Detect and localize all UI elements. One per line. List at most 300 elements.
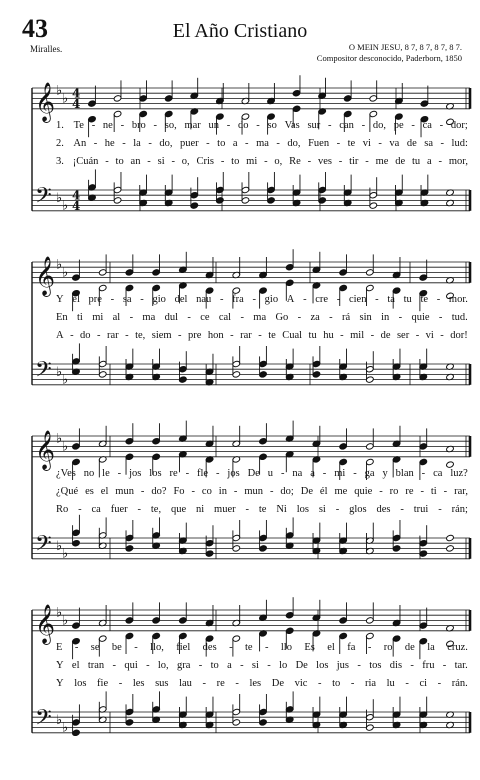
lyric-syllable: can <box>339 120 354 131</box>
lyric-syllable: - <box>202 678 207 689</box>
lyric-syllable: An <box>73 138 87 149</box>
lyric-syllable: los <box>74 678 87 689</box>
composer-credit: Miralles. <box>30 44 63 54</box>
lyric-syllable: - <box>185 468 190 479</box>
lyric-line-2 <box>56 486 468 497</box>
lyric-syllable: rán; <box>451 504 468 515</box>
lyric-syllable: si <box>318 504 326 515</box>
lyric-syllable: A <box>286 294 295 305</box>
lyric-syllable: - <box>146 660 150 671</box>
lyric-syllable: glos <box>349 504 367 515</box>
lyric-syllable: ce <box>200 312 210 323</box>
lyric-syllable: le <box>102 468 110 479</box>
lyric-syllable: a <box>310 468 315 479</box>
lyric-syllable: De <box>247 468 260 479</box>
lyric-syllable: - <box>134 642 138 653</box>
lyric-syllable: lud: <box>451 138 468 149</box>
page-number: 43 <box>22 14 48 43</box>
lyric-syllable: De <box>271 678 284 689</box>
lyric-syllable: puer <box>179 138 199 149</box>
lyric-syllable: te <box>244 642 253 653</box>
lyric-syllable: do <box>238 120 249 131</box>
lyric-syllable: Re <box>289 156 301 167</box>
lyric-syllable: be <box>111 642 122 653</box>
lyric-syllable: do? <box>151 486 167 497</box>
lyric-syllable: - <box>353 468 357 479</box>
flat-icon: ♭ <box>62 265 69 281</box>
lyric-syllable: do; <box>280 486 294 497</box>
lyric-syllable: sur <box>307 120 321 131</box>
lyric-syllable: hu <box>323 330 334 341</box>
lyric-syllable: fle <box>196 468 209 479</box>
lyric-syllable: - <box>443 486 448 497</box>
lyric-syllable: ves <box>317 156 332 167</box>
lyric-syllable: re <box>216 678 225 689</box>
note-head <box>446 545 455 552</box>
lyric-syllable: si <box>157 156 165 167</box>
lyric-syllable: me <box>334 486 348 497</box>
lyric-line-3 <box>56 330 468 341</box>
lyric-syllable: - <box>235 678 239 689</box>
lyric-syllable: jos <box>129 468 142 479</box>
lyric-syllable: dul <box>164 312 178 323</box>
lyric-line-3 <box>56 504 468 515</box>
lyric-syllable: ti <box>430 486 437 497</box>
lyric-syllable: re <box>405 486 414 497</box>
lyric-syllable: - <box>365 156 369 167</box>
lyric-syllable: mor, <box>448 156 468 167</box>
lyric-syllable: - <box>442 660 447 671</box>
lyric-syllable: fra <box>232 294 244 305</box>
lyric-syllable: ria <box>364 678 377 689</box>
lyric-syllable: - <box>147 156 151 167</box>
lyric-syllable: rar, <box>454 486 468 497</box>
lyric-syllable: si <box>251 660 259 671</box>
lyric-syllable: Fuen <box>308 138 330 149</box>
lyric-syllable: - <box>438 312 443 323</box>
lyric-syllable: siem <box>151 330 172 341</box>
lyric-syllable: - <box>206 138 210 149</box>
lyric-syllable: - <box>198 660 203 671</box>
lyric-syllable: nau <box>196 294 212 305</box>
lyric-syllable: - <box>438 504 442 515</box>
lyric-syllable: gra <box>177 660 191 671</box>
lyric-syllable: les <box>249 678 262 689</box>
lyric-syllable: tar. <box>454 660 468 671</box>
lyric-syllable: A <box>56 330 64 341</box>
lyric-syllable: muer <box>214 504 236 515</box>
lyric-syllable: - <box>93 138 98 149</box>
lyric-syllable: - <box>110 294 115 305</box>
lyric-syllable: - <box>361 120 366 131</box>
lyric-syllable: tran <box>87 660 105 671</box>
note-head <box>446 534 455 541</box>
lyric-syllable: ca <box>422 120 432 131</box>
lyric-syllable: los <box>316 660 329 671</box>
lyric-syllable: ne <box>102 120 113 131</box>
lyric-syllable: te, <box>135 330 146 341</box>
treble-clef-icon: 𝄞 <box>35 603 56 644</box>
bass-clef-icon: 𝄢 <box>35 531 52 562</box>
lyric-syllable: so <box>267 120 277 131</box>
lyric-syllable: ro <box>383 642 393 653</box>
lyric-syllable: - <box>233 486 238 497</box>
flat-icon: ♭ <box>56 538 63 554</box>
lyric-syllable: - <box>187 312 191 323</box>
time-signature: 4 <box>72 96 81 111</box>
lyric-syllable: - <box>340 330 344 341</box>
lyric-line-1 <box>56 294 468 305</box>
lyric-syllable: do <box>80 330 91 341</box>
lyric-syllable: - <box>378 138 382 149</box>
lyric-syllable: - <box>336 138 341 149</box>
lyric-syllable: te <box>347 138 356 149</box>
lyric-syllable: blan <box>395 468 414 479</box>
lyric-syllable: ma <box>253 312 267 323</box>
music-system-1 <box>0 72 480 247</box>
lyric-syllable: - <box>335 504 340 515</box>
lyric-syllable: el <box>327 642 335 653</box>
lyric-syllable: do, <box>287 138 301 149</box>
lyric-syllable: fiel <box>176 642 191 653</box>
lyric-syllable: - <box>191 486 195 497</box>
bass-clef-icon: 𝄢 <box>35 183 52 214</box>
lyric-syllable: o, <box>274 156 283 167</box>
lyric-syllable: pre <box>188 330 202 341</box>
lyric-syllable: ro <box>389 486 399 497</box>
lyric-syllable: fie <box>97 678 109 689</box>
flat-icon: ♭ <box>56 83 63 99</box>
lyric-syllable: quie <box>354 486 373 497</box>
lyric-syllable: - <box>329 312 333 323</box>
lyric-syllable: jos <box>227 468 240 479</box>
flat-icon: ♭ <box>62 198 69 214</box>
lyric-syllable: al <box>112 312 121 323</box>
lyric-syllable: de <box>406 138 417 149</box>
lyric-syllable: in <box>218 486 227 497</box>
lyric-syllable: Y <box>56 294 64 305</box>
lyric-syllable: mi <box>246 156 258 167</box>
lyric-syllable: fru <box>422 660 435 671</box>
lyric-syllable: - <box>70 330 74 341</box>
lyric-syllable: mun <box>244 486 263 497</box>
lyric-syllable: - <box>153 120 158 131</box>
tune-name: O MEIN JESU, 8 7, 8 7, 8 7, 8 7. <box>348 42 462 52</box>
lyric-syllable: to <box>115 156 124 167</box>
lyric-syllable: - <box>122 138 126 149</box>
flat-icon: ♭ <box>62 720 69 736</box>
lyric-syllable: co <box>201 486 212 497</box>
verse-number: 3. <box>56 156 64 167</box>
lyric-syllable: - <box>258 330 262 341</box>
lyric-syllable: te <box>420 294 429 305</box>
lyric-syllable: - <box>256 120 260 131</box>
flat-icon: ♭ <box>62 613 69 629</box>
lyric-syllable: - <box>140 294 144 305</box>
flat-icon: ♭ <box>62 546 69 562</box>
lyric-syllable: la <box>133 138 141 149</box>
lyric-syllable: sus <box>155 678 169 689</box>
lyric-syllable: ca <box>433 468 443 479</box>
lyric-syllable: - <box>437 678 442 689</box>
lyric-syllable: de <box>395 156 406 167</box>
lyric-syllable: - <box>78 504 82 515</box>
lyric-syllable: lau <box>179 678 192 689</box>
lyric-syllable: te <box>268 330 276 341</box>
lyric-syllable: te, <box>150 504 162 515</box>
lyric-syllable: lu <box>386 678 395 689</box>
lyric-syllable: mi <box>92 312 104 323</box>
lyric-syllable: va <box>389 138 400 149</box>
flat-icon: ♭ <box>56 190 63 206</box>
lyric-syllable: - <box>240 312 244 323</box>
lyric-syllable: - <box>118 678 123 689</box>
lyric-line-1 <box>56 642 468 653</box>
lyric-syllable: - <box>375 294 379 305</box>
lyric-syllable: él <box>319 486 328 497</box>
lyric-syllable: - <box>303 294 307 305</box>
lyric-syllable: tu <box>412 156 421 167</box>
lyric-syllable: bro <box>131 120 146 131</box>
lyric-line-1 <box>56 120 468 131</box>
lyric-syllable: ni <box>196 504 205 515</box>
page-header <box>0 0 480 70</box>
lyric-syllable: - <box>226 120 231 131</box>
lyric-syllable: qui <box>124 660 138 671</box>
flat-icon: ♭ <box>62 91 69 107</box>
lyric-syllable: Y <box>56 660 64 671</box>
lyric-syllable: to <box>210 660 219 671</box>
lyric-syllable: re <box>169 468 178 479</box>
lyric-syllable: - <box>415 330 420 341</box>
verse-number: 2. <box>56 138 64 149</box>
lyric-syllable: Cris <box>196 156 214 167</box>
lyric-syllable: llo <box>280 642 292 653</box>
lyric-syllable: rar <box>106 330 119 341</box>
lyric-syllable: - <box>338 156 343 167</box>
flat-icon: ♭ <box>62 439 69 455</box>
lyric-syllable: y <box>382 468 388 479</box>
lyric-syllable: de <box>380 330 391 341</box>
lyric-syllable: es <box>85 486 94 497</box>
lyric-syllable: ¡Cuán <box>72 156 99 167</box>
flat-icon: ♭ <box>56 431 63 447</box>
flat-icon: ♭ <box>62 372 69 388</box>
lyric-syllable: cien <box>348 294 367 305</box>
lyric-syllable: - <box>229 642 233 653</box>
music-system-2 <box>0 246 480 421</box>
lyric-syllable: tir <box>349 156 359 167</box>
tune-source: Compositor desconocido, Paderborn, 1850 <box>316 53 462 63</box>
lyric-syllable: so, <box>164 120 177 131</box>
lyric-syllable: dor; <box>450 120 468 131</box>
lyric-syllable: - <box>357 660 361 671</box>
flat-icon: ♭ <box>56 364 63 380</box>
lyric-syllable: do, <box>372 120 386 131</box>
lyric-syllable: - <box>269 486 274 497</box>
lyric-syllable: dis <box>389 660 403 671</box>
lyric-syllable: De <box>295 660 308 671</box>
lyric-syllable: tu <box>308 330 317 341</box>
lyric-line-3 <box>56 156 468 167</box>
lyric-syllable: - <box>230 330 234 341</box>
lyric-syllable: - <box>318 678 322 689</box>
lyric-syllable: - <box>440 138 445 149</box>
lyric-syllable: - <box>367 642 372 653</box>
lyric-syllable: a <box>427 156 432 167</box>
lyric-syllable: los <box>149 468 162 479</box>
lyric-syllable: u <box>267 468 274 479</box>
bass-clef-icon: 𝄢 <box>35 705 52 736</box>
lyric-syllable: un <box>208 120 220 131</box>
lyric-syllable: Ro <box>56 504 69 515</box>
lyric-syllable: el <box>71 660 80 671</box>
lyric-syllable: te <box>258 504 267 515</box>
lyric-syllable: hon <box>207 330 224 341</box>
lyric-syllable: a <box>232 138 238 149</box>
lyric-syllable: trui <box>413 504 429 515</box>
lyric-syllable: - <box>125 330 129 341</box>
lyric-syllable: mun <box>115 486 134 497</box>
lyric-syllable: mar <box>184 120 201 131</box>
lyric-syllable: luz? <box>450 468 468 479</box>
lyric-syllable: - <box>436 294 441 305</box>
lyric-syllable: me <box>375 156 389 167</box>
time-signature: 4 <box>72 86 81 101</box>
lyric-syllable: - <box>112 660 116 671</box>
lyric-syllable: des <box>202 642 217 653</box>
lyric-syllable: En <box>56 312 68 323</box>
bass-clef-icon: 𝄢 <box>35 357 52 388</box>
lyric-syllable: - <box>137 504 141 515</box>
lyric-syllable: que <box>170 504 187 515</box>
lyric-syllable: - <box>336 294 341 305</box>
lyric-syllable: - <box>440 330 444 341</box>
lyric-syllable: to <box>332 678 341 689</box>
lyric-syllable: - <box>280 468 285 479</box>
lyric-syllable: dor! <box>450 330 468 341</box>
treble-clef-icon: 𝄞 <box>35 255 56 296</box>
lyric-syllable: de <box>404 642 415 653</box>
lyric-syllable: E <box>56 642 63 653</box>
lyric-syllable: ta <box>387 294 395 305</box>
lyric-syllable: fa <box>347 642 356 653</box>
lyric-line-2 <box>56 312 468 323</box>
lyric-syllable: la <box>427 642 435 653</box>
lyric-syllable: fuer <box>110 504 128 515</box>
lyric-syllable: na <box>292 468 303 479</box>
lyric-syllable: - <box>178 330 182 341</box>
lyric-syllable: cruz. <box>447 642 468 653</box>
lyric-syllable: les <box>132 678 145 689</box>
lyric-syllable: De <box>300 486 313 497</box>
lyric-syllable: - <box>252 294 256 305</box>
lyric-syllable: - <box>215 468 220 479</box>
flat-icon: ♭ <box>56 712 63 728</box>
lyric-syllable: - <box>245 504 249 515</box>
lyric-syllable: jus <box>336 660 350 671</box>
lyric-syllable: - <box>350 678 355 689</box>
time-signature: 4 <box>72 188 81 203</box>
lyric-syllable: cre <box>315 294 329 305</box>
lyric-syllable: - <box>276 138 280 149</box>
lyric-syllable: ti <box>77 312 83 323</box>
lyric-syllable: vi <box>362 138 371 149</box>
lyric-line-2 <box>56 660 468 671</box>
lyric-syllable: - <box>439 120 444 131</box>
lyric-syllable: - <box>398 312 403 323</box>
lyric-syllable: quie <box>411 312 430 323</box>
lyric-syllable: ci <box>419 678 428 689</box>
lyric-syllable: pre <box>88 294 102 305</box>
lyric-syllable: - <box>307 156 312 167</box>
lyric-syllable: mil <box>350 330 365 341</box>
lyric-syllable: el <box>72 294 80 305</box>
lyric-syllable: - <box>267 660 271 671</box>
lyric-syllable: a <box>227 660 232 671</box>
lyric-syllable: to <box>217 138 226 149</box>
lyric-line-3 <box>56 678 468 689</box>
lyric-syllable: Es <box>304 642 315 653</box>
lyric-syllable: cal <box>218 312 232 323</box>
lyric-syllable: - <box>171 156 175 167</box>
music-system-3 <box>0 420 480 595</box>
flat-icon: ♭ <box>56 257 63 273</box>
lyric-syllable: ma <box>142 312 156 323</box>
lyric-syllable: - <box>328 120 332 131</box>
lyric-syllable: za <box>310 312 320 323</box>
tune-info <box>317 42 462 64</box>
page-title: El Año Cristiano <box>172 20 308 42</box>
lyric-syllable: del <box>174 294 188 305</box>
lyric-syllable: des <box>376 504 391 515</box>
lyric-syllable: ma <box>256 138 269 149</box>
lyric-syllable: - <box>74 642 79 653</box>
lyric-syllable: los <box>296 504 309 515</box>
lyric-syllable: - <box>370 330 375 341</box>
lyric-syllable: tud. <box>451 312 468 323</box>
lyric-line-2 <box>56 138 468 149</box>
lyric-syllable: - <box>245 138 249 149</box>
lyric-syllable: rán. <box>451 678 468 689</box>
lyric-syllable: - <box>379 486 383 497</box>
lyric-syllable: he <box>104 138 115 149</box>
lyric-syllable: - <box>297 312 302 323</box>
lyric-syllable: se <box>90 642 100 653</box>
lyric-syllable: in <box>381 312 390 323</box>
lyric-syllable: do, <box>159 138 173 149</box>
lyric-syllable: - <box>97 330 101 341</box>
lyric-syllable: - <box>421 468 426 479</box>
lyric-syllable: - <box>264 642 269 653</box>
lyric-syllable: - <box>220 156 225 167</box>
lyric-syllable: - <box>240 660 244 671</box>
lyric-syllable: ¿Ves <box>56 468 76 479</box>
lyric-syllable: el <box>100 486 109 497</box>
lyric-syllable: - <box>129 312 134 323</box>
lyric-syllable: - <box>410 660 414 671</box>
lyric-syllable: Y <box>56 678 64 689</box>
lyric-syllable: pe <box>393 120 404 131</box>
lyric-syllable: vi <box>425 330 434 341</box>
time-signature: 4 <box>72 198 81 213</box>
lyric-syllable: - <box>140 486 145 497</box>
lyric-syllable: lo, <box>157 660 169 671</box>
lyric-syllable: - <box>120 120 125 131</box>
lyric-syllable: - <box>420 486 424 497</box>
lyric-syllable: an <box>130 156 141 167</box>
lyric-line-1 <box>56 468 468 479</box>
